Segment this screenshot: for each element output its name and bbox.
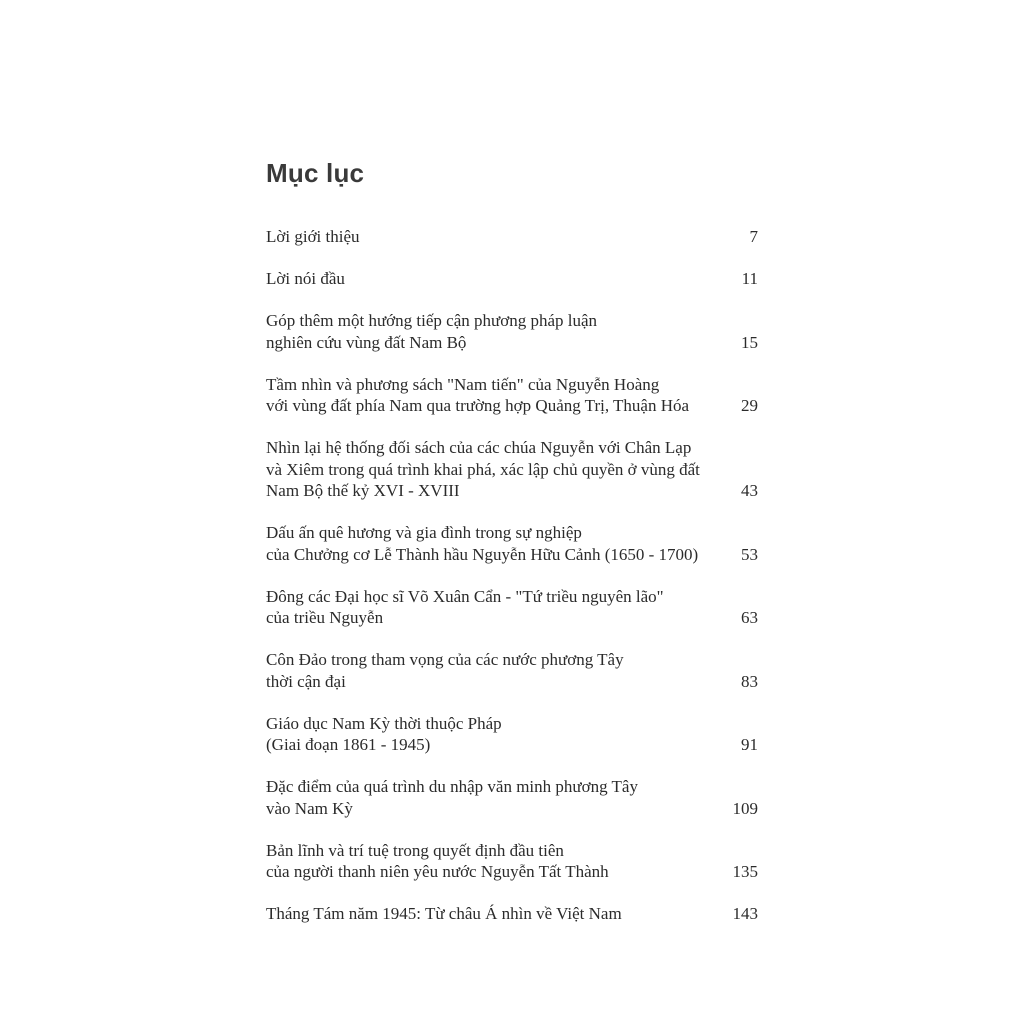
toc-entry bbox=[266, 713, 758, 756]
toc-entry-title-line: Giáo dục Nam Kỳ thời thuộc Pháp bbox=[266, 713, 502, 733]
toc-entry-page-number: 7 bbox=[749, 227, 758, 246]
toc-entry-title-line: Lời giới thiệu bbox=[266, 227, 360, 246]
toc-entry-title bbox=[266, 310, 728, 353]
toc-entry-title-line: nghiên cứu vùng đất Nam Bộ bbox=[266, 332, 467, 352]
toc-entry-title-line: Đông các Đại học sĩ Võ Xuân Cẩn - "Tứ triều nguyên lão" bbox=[266, 586, 664, 606]
toc-entry-title-line: thời cận đại bbox=[266, 671, 346, 691]
toc-entry-title-line: của Chưởng cơ Lễ Thành hầu Nguyễn Hữu Cảnh (1650 - 1700) bbox=[266, 544, 699, 564]
toc-entry-title-line: và Xiêm trong quá trình khai phá, xác lập chủ quyền ở vùng đất bbox=[266, 459, 700, 479]
toc-entry-title-line: Nam Bộ thế kỷ XVI - XVIII bbox=[266, 481, 460, 500]
toc-entry-page-number: 29 bbox=[741, 396, 758, 415]
toc-entry bbox=[266, 903, 758, 925]
toc-entry bbox=[266, 649, 758, 692]
toc-entry bbox=[266, 374, 758, 417]
toc-entry bbox=[266, 522, 758, 565]
toc-title: Mục lục bbox=[266, 158, 365, 188]
toc-entry-title-line: Tháng Tám năm 1945: Từ châu Á nhìn về Việt Nam bbox=[266, 904, 622, 923]
toc-entry-title-line: của người thanh niên yêu nước Nguyễn Tất Thành bbox=[266, 862, 609, 881]
toc-entry-title bbox=[266, 586, 728, 629]
toc-entry-title bbox=[266, 776, 728, 819]
toc-entry-title-line: Tầm nhìn và phương sách "Nam tiến" của Nguyễn Hoàng bbox=[266, 374, 660, 394]
toc-entry bbox=[266, 226, 758, 248]
toc-entry-page-number: 43 bbox=[741, 481, 758, 500]
toc-entry-title-line: vào Nam Kỳ bbox=[266, 798, 353, 818]
toc-entry-page-number: 83 bbox=[741, 671, 758, 691]
toc-entry bbox=[266, 437, 758, 502]
toc-entry-page-number: 53 bbox=[741, 544, 758, 564]
toc-entry bbox=[266, 840, 758, 883]
toc-entry-title-line: Bản lĩnh và trí tuệ trong quyết định đầu tiên bbox=[266, 840, 564, 860]
toc-entry-title-line: của triều Nguyễn bbox=[266, 608, 384, 627]
toc-entry-title-line: Đặc điểm của quá trình du nhập văn minh phương Tây bbox=[266, 777, 638, 796]
toc-entry-title bbox=[266, 840, 728, 883]
toc-entry-title-line: Lời nói đầu bbox=[266, 269, 345, 288]
toc-entry-page-number: 15 bbox=[741, 332, 758, 352]
toc-entry-title-line: Nhìn lại hệ thống đối sách của các chúa Nguyễn với Chân Lạp bbox=[266, 438, 692, 457]
toc-entry-title-line: Dấu ấn quê hương và gia đình trong sự nghiệp bbox=[266, 523, 582, 542]
toc-entry-title bbox=[266, 437, 728, 502]
toc-entry-title bbox=[266, 522, 728, 565]
toc-entry-title bbox=[266, 374, 728, 417]
toc-entry-title bbox=[266, 268, 728, 290]
toc-entry bbox=[266, 310, 758, 353]
toc-entry bbox=[266, 268, 758, 290]
toc-entry-page-number: 109 bbox=[732, 798, 758, 818]
toc-entry-page-number: 11 bbox=[741, 269, 758, 288]
toc-entry-page-number: 135 bbox=[732, 862, 758, 881]
toc-entry-title bbox=[266, 649, 728, 692]
toc-entry-title bbox=[266, 226, 728, 248]
toc-entry-title bbox=[266, 713, 728, 756]
toc-entry-page-number: 91 bbox=[741, 735, 758, 754]
toc-entry-title-line: với vùng đất phía Nam qua trường hợp Quảng Trị, Thuận Hóa bbox=[266, 396, 690, 415]
toc-list bbox=[266, 226, 758, 945]
toc-entry-page-number: 143 bbox=[732, 904, 758, 923]
toc-entry-title bbox=[266, 903, 728, 925]
toc-entry-title-line: (Giai đoạn 1861 - 1945) bbox=[266, 735, 431, 754]
toc-entry bbox=[266, 586, 758, 629]
toc-entry-page-number: 63 bbox=[741, 608, 758, 627]
toc-entry-title-line: Côn Đảo trong tham vọng của các nước phương Tây bbox=[266, 650, 624, 669]
toc-entry bbox=[266, 776, 758, 819]
toc-entry-title-line: Góp thêm một hướng tiếp cận phương pháp luận bbox=[266, 311, 598, 330]
